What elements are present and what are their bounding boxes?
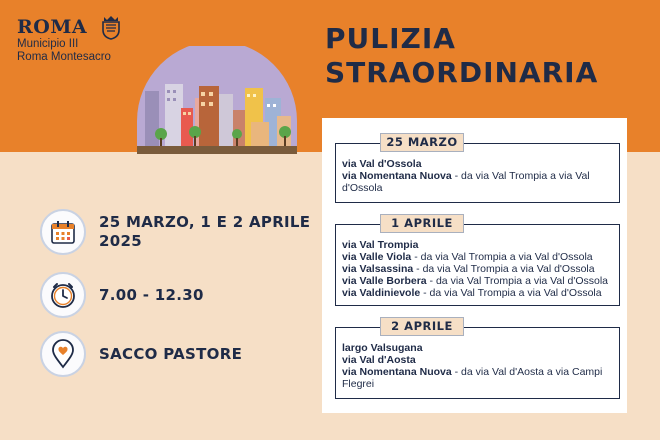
clock-icon bbox=[40, 272, 86, 318]
calendar-icon bbox=[40, 209, 86, 255]
street-line bbox=[342, 287, 613, 299]
roma-logo bbox=[17, 16, 111, 64]
location-pin-icon bbox=[40, 331, 86, 377]
title-line-2: STRAORDINARIA bbox=[325, 56, 599, 89]
street-line bbox=[342, 239, 613, 251]
roma-crest-icon bbox=[101, 14, 121, 40]
street-name: largo Valsugana bbox=[342, 342, 423, 354]
street-name: via Val d'Ossola bbox=[342, 158, 422, 170]
street-name: via Valle Borbera bbox=[342, 275, 427, 287]
street-line bbox=[342, 342, 613, 354]
street-line bbox=[342, 354, 613, 366]
place-text: SACCO PASTORE bbox=[99, 344, 243, 363]
schedule-box-25-marzo bbox=[335, 143, 620, 203]
time-row bbox=[40, 272, 204, 318]
street-name: via Nomentana Nuova bbox=[342, 170, 452, 182]
date-tab-25-marzo: 25 MARZO bbox=[380, 133, 464, 152]
street-name: via Nomentana Nuova bbox=[342, 366, 452, 378]
schedule-box-1-aprile bbox=[335, 224, 620, 306]
street-range: - da via Val Trompia a via Val d'Ossola bbox=[426, 275, 609, 287]
page-title bbox=[325, 22, 598, 90]
street-range: - da via Val Trompia a via Val d'Ossola bbox=[411, 251, 593, 263]
date-tab-1-aprile: 1 APRILE bbox=[380, 214, 464, 233]
place-row bbox=[40, 331, 242, 377]
dates-row bbox=[40, 209, 310, 255]
street-line bbox=[342, 170, 613, 194]
time-text: 7.00 - 12.30 bbox=[99, 285, 204, 304]
street-range: - da via Val Trompia a via Val d'Ossola bbox=[413, 263, 595, 275]
street-name: via Val d'Aosta bbox=[342, 354, 416, 366]
logo-municipio: Municipio III bbox=[17, 38, 79, 50]
dates-line-1: 25 MARZO, 1 E 2 APRILE bbox=[99, 213, 311, 231]
street-line bbox=[342, 251, 613, 263]
street-line bbox=[342, 275, 613, 287]
dates-line-2: 2025 bbox=[99, 232, 142, 250]
street-name: via Valdinievole bbox=[342, 287, 421, 299]
street-range: - da via Val d'Aosta a via Campi Flegrei bbox=[342, 366, 603, 390]
logo-city: ROMA bbox=[17, 16, 88, 38]
title-line-1: PULIZIA bbox=[325, 22, 456, 55]
street-name: via Valsassina bbox=[342, 263, 414, 275]
logo-district: Roma Montesacro bbox=[17, 51, 111, 63]
street-line bbox=[342, 263, 613, 275]
street-line bbox=[342, 366, 613, 390]
street-range: - da via Val Trompia a via Val d'Ossola bbox=[420, 287, 602, 299]
street-name: via Valle Viola bbox=[342, 251, 412, 263]
schedule-box-2-aprile bbox=[335, 327, 620, 399]
date-tab-2-aprile: 2 APRILE bbox=[380, 317, 464, 336]
city-skyline-illustration bbox=[137, 46, 297, 154]
street-range: - da via Val Trompia a via Val d'Ossola bbox=[342, 170, 590, 194]
street-name: via Val Trompia bbox=[342, 239, 419, 251]
street-line bbox=[342, 158, 613, 170]
